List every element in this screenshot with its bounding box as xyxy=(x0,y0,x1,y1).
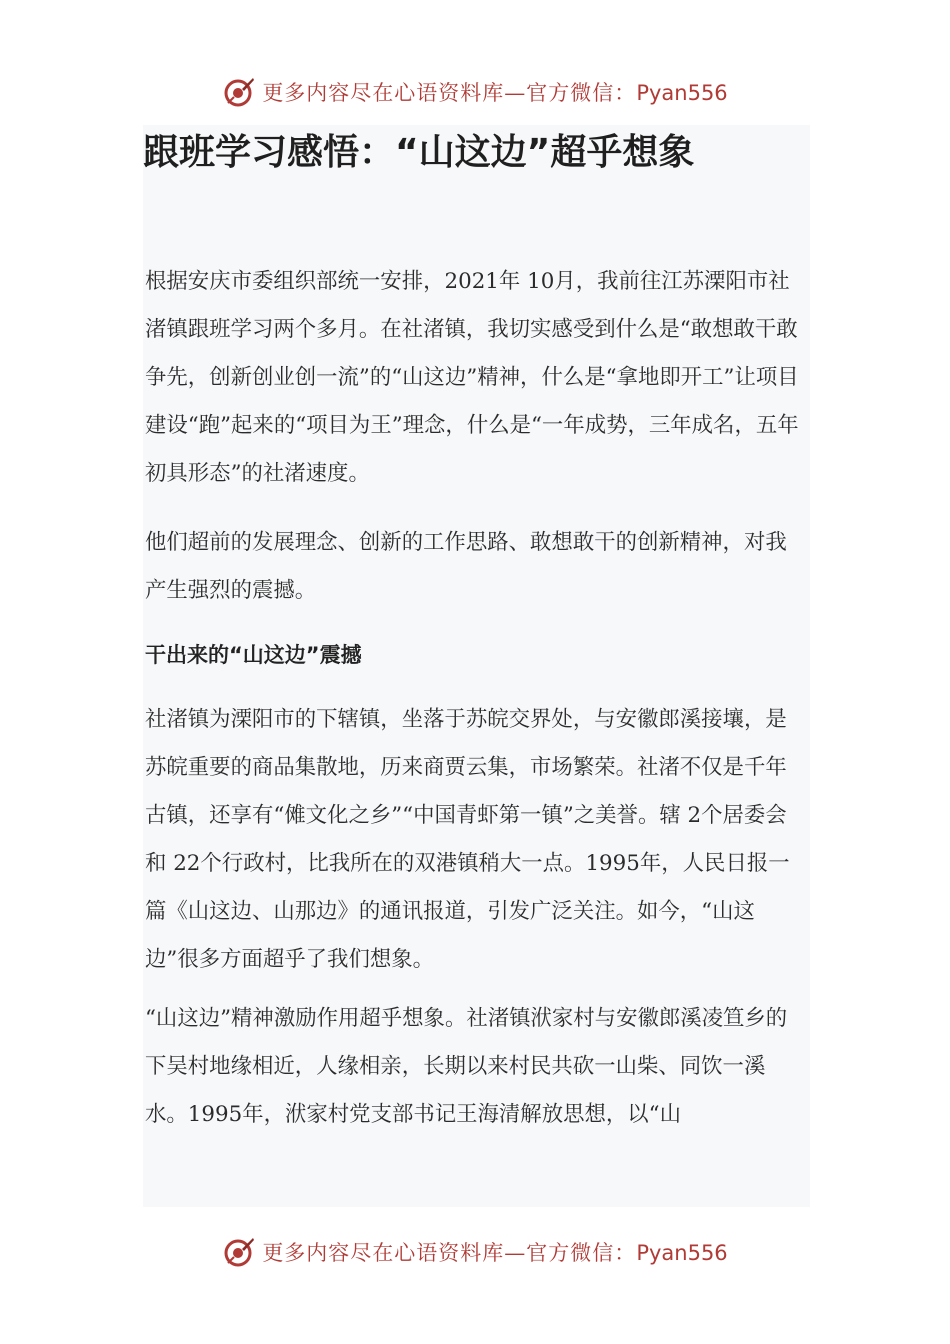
watermark-footer xyxy=(0,1232,950,1272)
watermark-header xyxy=(0,72,950,112)
paragraph-3: 社渚镇为溧阳市的下辖镇，坐落于苏皖交界处，与安徽郎溪接壤，是苏皖重要的商品集散地，历来商贾云集，市场繁荣。社渚不仅是千年古镇，还享有“傩文化之乡”“中国青虾第一镇”之美誉。辖 2个居委会和 22个行政村，比我所在的双港镇稍大一点。1995年，人民日报一篇《山这边、山那边》的通讯报道，引发广泛关注。如今，“山这边”很多方面超乎了我们想象。 xyxy=(145,707,790,972)
article-title: 跟班学习感悟：“山这边”超乎想象 xyxy=(143,132,695,173)
quill-seal-icon xyxy=(222,1235,256,1269)
paragraph-1: 根据安庆市委组织部统一安排，2021年 10月，我前往江苏溧阳市社渚镇跟班学习两个多月。在社渚镇，我切实感受到什么是“敢想敢干敢争先，创新创业创一流”的“山这边”精神，什么是“拿地即开工”让项目建设“跑”起来的“项目为王”理念，什么是“一年成势，三年成名，五年初具形态”的社渚速度。 xyxy=(145,269,799,486)
paragraph-2: 他们超前的发展理念、创新的工作思路、敢想敢干的创新精神，对我产生强烈的震撼。 xyxy=(145,530,787,603)
watermark-text: 更多内容尽在心语资料库—官方微信：Pyan556 xyxy=(262,81,728,105)
section-heading: 干出来的“山这边”震撼 xyxy=(145,643,362,667)
paragraph-4: “山这边”精神激励作用超乎想象。社渚镇洑家村与安徽郎溪凌笪乡的下吴村地缘相近，人缘相亲，长期以来村民共砍一山柴、同饮一溪水。1995年，洑家村党支部书记王海清解放思想，以“山 xyxy=(145,1006,788,1127)
wechat-id: Pyan556 xyxy=(636,1241,728,1265)
quill-seal-icon xyxy=(222,75,256,109)
wechat-id: Pyan556 xyxy=(636,81,728,105)
watermark-text: 更多内容尽在心语资料库—官方微信：Pyan556 xyxy=(262,1241,728,1265)
document-page xyxy=(143,125,810,1207)
